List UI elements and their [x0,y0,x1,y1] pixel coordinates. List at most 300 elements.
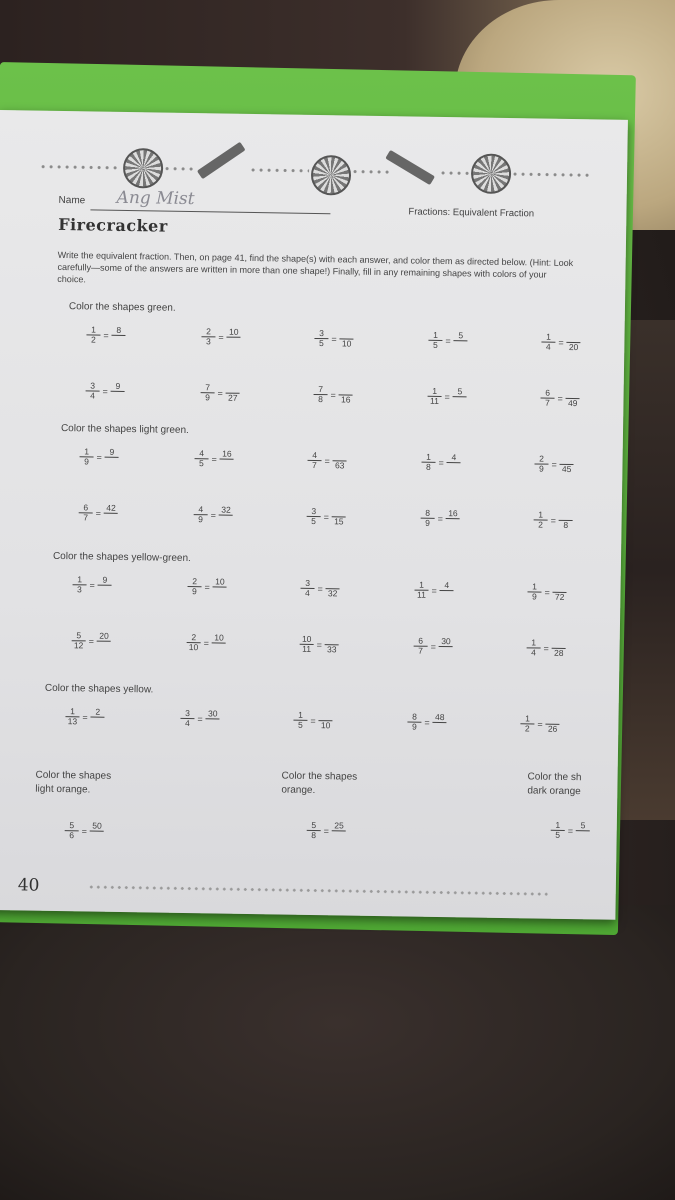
fraction-numerator: 2 [187,633,201,643]
equivalent-fraction-problem [541,333,581,353]
equivalent-fraction-problem [194,505,234,525]
equivalent-fraction-problem [79,503,119,523]
answer-denominator[interactable]: 10 [320,720,331,731]
equals-sign: = [323,825,330,836]
answer-numerator[interactable]: 30 [206,709,220,719]
answer-denominator[interactable] [220,459,234,468]
equals-sign: = [330,389,336,400]
equals-sign: = [316,639,322,650]
fraction-numerator: 10 [300,635,314,645]
fraction-denominator: 4 [184,717,190,729]
fraction-denominator: 5 [311,515,317,527]
equals-sign: = [544,587,550,598]
fraction-denominator: 11 [429,395,439,406]
fraction [540,389,554,408]
page-number: 40 [17,875,40,896]
equals-sign: = [210,509,217,520]
answer-fraction[interactable] [566,389,580,408]
equivalent-fraction-problem [65,821,105,841]
equivalent-fraction-problem [428,331,468,351]
answer-denominator[interactable] [576,831,590,840]
equivalent-fraction-problem [540,389,580,409]
firecracker-icon [385,150,435,185]
fraction [293,711,307,730]
dotted-border-segment [163,165,193,173]
answer-numerator[interactable]: 20 [97,632,111,642]
heading-line: Color the shapes [281,770,358,783]
fraction-denominator: 4 [531,647,536,658]
worksheet-topic: Fractions: Equivalent Fraction [408,206,535,220]
fraction-numerator: 2 [534,454,548,464]
equals-sign: = [431,585,437,596]
equals-sign: = [310,715,316,726]
background-carpet [0,905,675,1200]
answer-fraction[interactable] [219,505,233,524]
answer-fraction[interactable] [440,581,454,600]
answer-numerator[interactable]: 2 [91,708,105,718]
answer-numerator[interactable]: 10 [227,328,241,338]
answer-denominator[interactable] [206,719,220,728]
equals-sign: = [218,331,224,343]
answer-denominator[interactable]: 15 [334,516,344,527]
heading-line: dark orange [527,785,581,798]
fraction [85,381,99,400]
answer-denominator[interactable]: 33 [327,644,337,655]
equals-sign: = [437,513,443,524]
equivalent-fraction-problem [420,509,460,529]
answer-fraction[interactable] [576,821,590,840]
fraction-numerator: 8 [407,712,421,722]
answer-fraction[interactable] [339,385,353,404]
dotted-border-segment [39,163,119,172]
answer-fraction[interactable] [325,635,339,654]
fraction [413,637,427,656]
answer-denominator[interactable] [111,392,125,401]
equals-sign: = [537,719,543,730]
answer-fraction[interactable] [332,821,346,840]
equivalent-fraction-problem [413,637,453,657]
answer-denominator[interactable]: 16 [340,394,351,405]
equals-sign: = [567,825,574,836]
fraction [527,582,541,601]
answer-fraction[interactable] [91,708,105,727]
answer-numerator[interactable]: 5 [453,387,467,397]
fraction-numerator: 6 [541,389,555,399]
fraction [407,712,421,731]
equals-sign: = [438,457,444,468]
answer-denominator[interactable] [446,519,460,528]
fraction-denominator: 2 [90,334,96,345]
fraction [414,581,428,600]
equivalent-fraction-problem [307,507,347,527]
fraction [541,333,555,352]
fraction-numerator: 3 [314,329,328,339]
dotted-border-segment [511,170,591,179]
fraction-denominator: 6 [69,830,75,841]
answer-numerator[interactable]: 10 [213,577,227,587]
fraction-denominator: 7 [418,645,423,656]
answer-fraction[interactable] [227,328,241,347]
heading-line: Color the shapes [35,769,112,782]
answer-denominator[interactable]: 10 [341,338,352,349]
fraction-denominator: 8 [311,829,317,841]
heading-line: orange. [281,784,316,797]
equivalent-fraction-problem [526,638,566,658]
answer-fraction[interactable] [332,507,346,526]
answer-fraction[interactable] [97,632,111,651]
fraction-denominator: 8 [425,461,431,472]
answer-denominator[interactable] [227,338,241,347]
fraction-numerator: 4 [194,505,208,515]
equals-sign: = [211,453,217,464]
answer-fraction[interactable] [112,326,126,345]
fraction-numerator: 5 [307,821,321,831]
answer-denominator[interactable] [97,642,111,651]
equivalent-fraction-problem [427,387,467,407]
answer-fraction[interactable] [206,709,220,728]
fraction-numerator: 1 [551,821,565,831]
fraction-denominator: 4 [545,341,551,352]
answer-fraction[interactable] [439,637,453,656]
answer-numerator[interactable]: 50 [90,822,104,832]
answer-numerator[interactable]: 9 [105,448,119,458]
equivalent-fraction-problem [520,714,560,734]
fraction-denominator: 13 [67,716,78,727]
answer-denominator[interactable]: 20 [568,341,579,353]
answer-fraction[interactable] [453,387,467,406]
equivalent-fraction-problem [194,449,234,469]
answer-denominator[interactable]: 8 [563,519,569,530]
fraction-numerator: 2 [201,327,215,337]
fraction [187,577,201,596]
answer-denominator[interactable] [454,341,468,350]
equivalent-fraction-problem [551,821,591,841]
equivalent-fraction-problem [307,821,347,841]
equals-sign: = [88,635,95,647]
answer-numerator[interactable]: 32 [219,505,233,515]
fraction-numerator: 7 [314,385,328,395]
fraction-numerator: 4 [195,449,209,459]
answer-fraction[interactable] [90,822,104,841]
fraction-numerator: 1 [520,714,534,724]
fraction [534,454,548,473]
answer-fraction[interactable] [104,504,118,523]
dotted-border-segment [249,166,309,175]
fraction-numerator: 1 [86,325,100,335]
answer-denominator[interactable]: 63 [334,460,345,471]
fraction-denominator: 3 [205,336,211,347]
answer-fraction[interactable] [553,583,567,602]
answer-fraction[interactable] [446,509,460,528]
answer-fraction[interactable] [98,576,112,595]
equals-sign: = [558,337,564,348]
answer-fraction[interactable] [559,511,573,530]
answer-denominator[interactable] [105,458,119,467]
equals-sign: = [204,581,210,592]
fraction [420,509,434,528]
equivalent-fraction-problem [421,453,461,473]
answer-fraction[interactable] [333,451,347,470]
fraction-numerator: 1 [293,711,307,721]
dotted-border-segment [351,168,391,177]
fraction [79,503,93,522]
fraction-numerator: 1 [73,575,87,585]
answer-denominator[interactable] [439,647,453,656]
fraction [65,707,79,726]
answer-fraction[interactable] [326,579,340,598]
fraction [300,579,314,598]
orange-heading [281,770,357,799]
fraction-denominator: 7 [312,459,317,471]
answer-fraction[interactable] [567,333,581,352]
fraction [421,453,435,472]
fraction-denominator: 4 [90,390,95,401]
answer-fraction[interactable] [213,577,227,596]
fraction-numerator: 3 [307,507,321,517]
equivalent-fraction-problem [407,712,447,732]
equals-sign: = [81,825,88,836]
fraction-numerator: 3 [86,381,100,391]
answer-numerator[interactable]: 48 [433,713,447,723]
equals-sign: = [95,508,102,519]
equals-sign: = [551,459,557,470]
fraction [79,447,93,466]
equivalent-fraction-problem [313,385,353,405]
fraction-numerator: 6 [414,637,428,647]
equals-sign: = [557,393,563,404]
fraction-numerator: 6 [79,503,93,513]
name-line [90,209,330,214]
equivalent-fraction-problem [414,581,454,601]
answer-numerator[interactable]: 4 [440,581,454,591]
equivalent-fraction-problem [314,329,354,349]
answer-fraction[interactable] [340,329,354,348]
equals-sign: = [430,641,436,652]
equivalent-fraction-problem [187,577,227,597]
equivalent-fraction-problem [533,510,573,530]
fraction [520,714,534,733]
fraction-numerator: 8 [421,509,435,519]
dark-orange-heading [527,770,581,799]
light-orange-heading [35,769,111,798]
firework-medallion-icon [123,148,164,189]
fraction-denominator: 9 [531,591,537,602]
equals-sign: = [317,583,323,594]
instructions-text: Write the equivalent fraction. Then, on page 41, find the shape(s) with each answer, and color them as directed below. (Hint: Look carefully—some of the answers are written in more than one shape!) Finally, fill in any remaining shapes with colors of your choice. [57,249,574,285]
answer-denominator[interactable] [332,831,346,840]
answer-fraction[interactable] [319,711,333,730]
answer-numerator[interactable]: 30 [439,637,453,647]
answer-numerator[interactable]: 25 [332,821,346,831]
answer-fraction[interactable] [552,639,566,658]
fraction [201,327,215,346]
answer-numerator[interactable]: 9 [98,576,112,586]
fraction-numerator: 1 [527,582,541,592]
answer-fraction[interactable] [560,455,574,474]
equivalent-fraction-problem [293,711,333,731]
fraction [72,631,86,650]
fraction-numerator: 1 [65,707,79,717]
answer-numerator[interactable]: 9 [111,382,125,392]
section-heading: Color the shapes light green. [60,422,189,437]
fraction-denominator: 10 [188,642,199,653]
answer-denominator[interactable]: 28 [553,647,564,658]
equivalent-fraction-problem [200,383,240,403]
fraction-numerator: 2 [188,577,202,587]
answer-denominator[interactable] [98,586,112,595]
equivalent-fraction-problem [79,447,119,467]
fraction-numerator: 3 [180,709,194,719]
fraction-numerator: 5 [65,821,79,831]
fraction [194,505,208,524]
answer-denominator[interactable]: 45 [561,463,572,475]
fraction [307,451,321,470]
answer-denominator[interactable] [104,514,118,523]
answer-numerator[interactable]: 16 [220,449,234,459]
footer-dotted-border [88,883,548,898]
fraction-numerator: 1 [541,333,555,343]
answer-fraction[interactable] [546,715,560,734]
dotted-border-segment [439,169,469,177]
equivalent-fraction-problem [307,451,347,471]
fraction-denominator: 5 [432,339,438,350]
fraction-numerator: 5 [72,631,86,641]
fraction [194,449,208,468]
fraction-numerator: 1 [80,447,94,457]
answer-denominator[interactable] [453,397,467,406]
fraction-numerator: 1 [428,387,442,397]
fraction-numerator: 4 [308,451,322,461]
answer-denominator[interactable] [447,463,461,472]
equivalent-fraction-problem [201,327,241,347]
equals-sign: = [331,333,337,344]
answer-denominator[interactable] [90,832,104,841]
equivalent-fraction-problem [72,575,112,595]
worksheet-page [0,110,628,920]
answer-denominator[interactable]: 72 [554,591,565,602]
worksheet-title: Firecracker [58,214,168,236]
fraction [299,635,313,654]
fraction-denominator: 11 [416,589,426,600]
equivalent-fraction-problem [527,582,567,602]
equivalent-fraction-problem [72,631,112,651]
answer-fraction[interactable] [105,448,119,467]
answer-numerator[interactable]: 10 [212,633,226,643]
equals-sign: = [217,387,223,399]
equals-sign: = [324,455,330,466]
fraction [307,821,321,840]
fraction-denominator: 4 [304,587,310,598]
fraction-denominator: 9 [192,586,197,597]
answer-fraction[interactable] [433,713,447,732]
answer-denominator[interactable] [213,587,227,596]
answer-denominator[interactable] [440,591,454,600]
answer-fraction[interactable] [454,331,468,350]
answer-denominator[interactable] [91,718,105,727]
equals-sign: = [543,643,549,654]
fraction [313,385,327,404]
section-heading: Color the shapes green. [68,301,176,314]
fraction-numerator: 1 [527,638,541,648]
equivalent-fraction-problem [187,633,227,653]
fraction-denominator: 5 [555,829,561,840]
fraction [526,638,540,657]
name-label: Name [58,194,86,207]
equals-sign: = [203,637,210,648]
equals-sign: = [550,515,556,526]
fraction-denominator: 5 [318,338,324,349]
fraction-numerator: 7 [201,383,215,393]
fraction [314,329,328,348]
fraction-denominator: 5 [199,458,204,469]
answer-denominator[interactable]: 32 [327,588,338,599]
answer-denominator[interactable] [112,336,126,345]
answer-denominator[interactable]: 26 [547,723,558,734]
answer-denominator[interactable]: 27 [227,392,238,403]
firework-medallion-icon [311,155,352,196]
answer-denominator[interactable] [219,515,233,524]
heading-line: light orange. [35,783,91,796]
fraction [200,383,214,402]
answer-numerator[interactable]: 4 [447,453,461,463]
firework-medallion-icon [471,153,512,194]
equivalent-fraction-problem [300,579,340,599]
answer-numerator[interactable]: 16 [446,509,460,519]
fraction [551,821,565,840]
equals-sign: = [197,713,203,724]
section-heading: Color the shapes yellow-green. [52,550,191,565]
fraction [86,325,100,344]
fraction-denominator: 9 [538,463,544,474]
equals-sign: = [82,711,88,722]
equivalent-fraction-problem [65,707,105,727]
fraction-denominator: 12 [73,640,84,651]
answer-numerator[interactable]: 5 [454,331,468,341]
name-handwriting: Ang Mist [116,187,195,210]
equals-sign: = [89,579,95,591]
fraction [187,633,201,652]
answer-denominator[interactable] [212,643,226,652]
equals-sign: = [96,452,102,463]
answer-fraction[interactable] [447,453,461,472]
equals-sign: = [444,391,450,402]
answer-fraction[interactable] [111,382,125,401]
fraction-numerator: 1 [428,331,442,341]
answer-fraction[interactable] [220,449,234,468]
fraction [307,507,321,526]
fraction [533,510,547,529]
equals-sign: = [102,386,108,397]
fraction [427,387,441,406]
fraction-numerator: 1 [534,510,548,520]
answer-denominator[interactable] [433,723,447,732]
equivalent-fraction-problem [534,454,574,474]
equivalent-fraction-problem [86,325,126,345]
fraction-denominator: 9 [411,721,417,732]
answer-fraction[interactable] [226,384,240,403]
answer-fraction[interactable] [212,633,226,652]
answer-numerator[interactable]: 42 [104,504,118,514]
answer-numerator[interactable]: 5 [576,821,590,831]
answer-numerator[interactable]: 8 [112,326,126,336]
fraction [65,821,79,840]
fraction [72,575,86,594]
answer-denominator[interactable]: 49 [567,397,578,409]
fraction [428,331,442,350]
firecracker-icon [197,142,246,179]
fraction-denominator: 3 [77,584,82,595]
fraction-denominator: 11 [302,643,312,654]
